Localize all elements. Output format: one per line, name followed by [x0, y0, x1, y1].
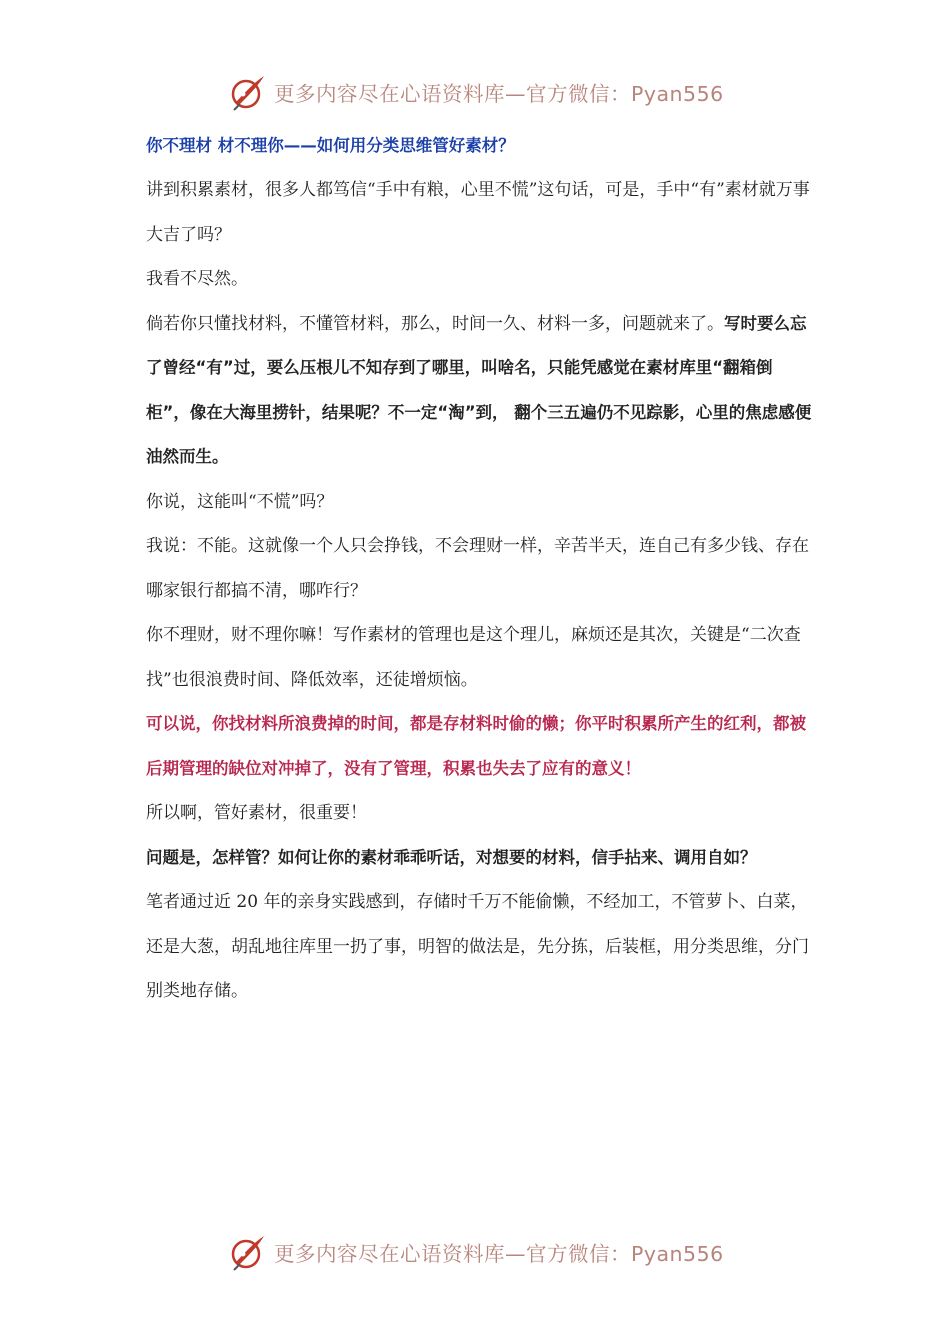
article-title: 你不理材 材不理你——如何用分类思维管好素材？	[146, 136, 515, 155]
footer-banner-inner	[228, 1232, 724, 1272]
paragraph-4: 你说，这能叫“不慌”吗？	[146, 491, 334, 512]
header-banner-text: 更多内容尽在心语资料库—官方微信：Pyan556	[274, 82, 724, 106]
paragraph-7-highlight: 可以说，你找材料所浪费掉的时间，都是存材料时偷的懒；你平时积累所产生的红利，都被后期管理的缺位对冲掉了，没有了管理，积累也失去了应有的意义！	[146, 714, 806, 778]
paragraph-5: 我说：不能。这就像一个人只会挣钱，不会理财一样，辛苦半天，连自己有多少钱、存在哪家银行都搞不清，哪咋行？	[146, 536, 809, 601]
article	[146, 124, 814, 1014]
paragraph-6: 你不理财，财不理你嘛！写作素材的管理也是这个理儿，麻烦还是其次，关键是“二次查找”也很浪费时间、降低效率，还徒增烦恼。	[146, 625, 801, 690]
paragraph-2: 我看不尽然。	[146, 269, 248, 289]
paragraph-9-bold: 问题是，怎样管？如何让你的素材乖乖听话，对想要的材料，信手拈来、调用自如？	[146, 847, 757, 867]
quill-logo-icon	[228, 1232, 268, 1272]
footer-banner-text: 更多内容尽在心语资料库—官方微信：Pyan556	[274, 1242, 724, 1266]
header-banner	[0, 72, 950, 112]
footer-banner	[0, 1232, 950, 1272]
paragraph-10: 笔者通过近 20 年的亲身实践感到，存储时千万不能偷懒，不经加工，不管萝卜、白菜，还是大葱，胡乱地往库里一扔了事，明智的做法是，先分拣，后装框，用分类思维，分门别类地存储。	[146, 892, 809, 1001]
quill-logo-icon	[228, 72, 268, 112]
paragraph-3	[146, 302, 814, 480]
header-banner-inner	[228, 72, 724, 112]
paragraph-3-normal: 倘若你只懂找材料，不懂管材料，那么，时间一久、材料一多，问题就来了。	[146, 313, 724, 334]
paragraph-8: 所以啊，管好素材，很重要！	[146, 803, 367, 823]
paragraph-1: 讲到积累素材，很多人都笃信“手中有粮，心里不慌”这句话，可是，手中“有”素材就万事大吉了吗？	[146, 180, 810, 245]
paragraph-3-bold: 写时要么忘了曾经“有”过，要么压根儿不知存到了哪里，叫啥名，只能凭感觉在素材库里“翻箱倒柜”，像在大海里捞针，结果呢？不一定“淘”到， 翻个三五遍仍不见踪影，心里的焦虑感便油然而生。	[146, 313, 812, 466]
